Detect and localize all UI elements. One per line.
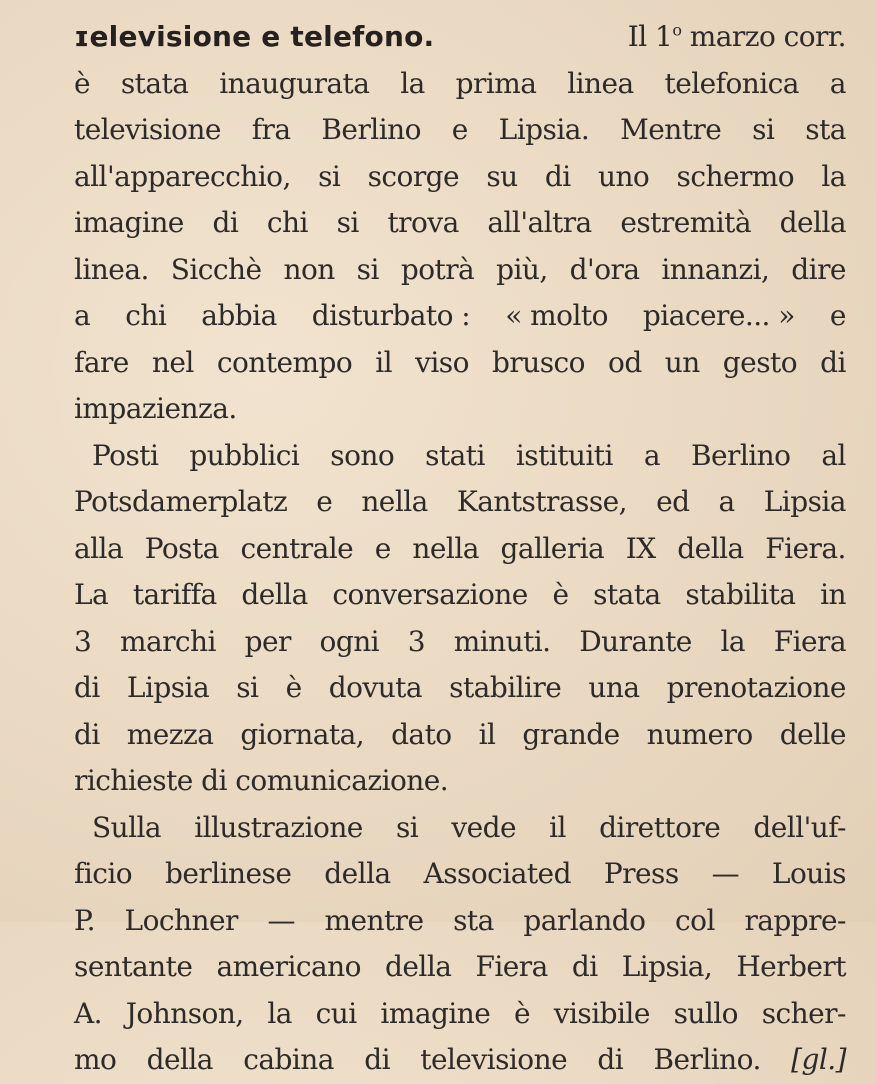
line-2 (74, 61, 846, 108)
word: il (549, 810, 566, 844)
word: di (571, 950, 598, 983)
line-17 (74, 758, 846, 805)
word: mezza (126, 717, 214, 751)
line-1 (74, 14, 846, 61)
line-20 (74, 898, 846, 945)
paragraph-1-end: impazienza. (74, 392, 237, 425)
word: si (752, 113, 775, 146)
word: sono (330, 438, 395, 472)
word: delle (779, 717, 846, 751)
word: innanzi, (661, 252, 770, 286)
word: sullo (673, 996, 738, 1030)
word: Sulla (92, 810, 162, 844)
word: Mentre (620, 113, 722, 146)
word: scorge (367, 159, 460, 193)
line-8 (74, 340, 846, 387)
word: viso (415, 345, 469, 379)
word: televisione (74, 113, 221, 146)
word: si (336, 206, 359, 239)
word: sentante (74, 950, 193, 983)
word: all'apparecchio, (74, 159, 291, 193)
line-9 (74, 386, 846, 433)
word: 3 (407, 624, 426, 658)
word: ficio (74, 857, 133, 890)
word: piacere... » (642, 299, 795, 332)
line-13 (74, 572, 846, 619)
word: a (829, 66, 846, 100)
line-6 (74, 247, 846, 294)
word: la (720, 624, 746, 658)
word: della (385, 950, 452, 983)
word: — (267, 903, 295, 937)
word: e (374, 531, 391, 565)
word: la (400, 66, 425, 100)
article-headline: ɪelevisione e telefono. (74, 20, 435, 53)
word: di (364, 1043, 390, 1076)
word: di (820, 345, 846, 379)
word: trova (387, 206, 459, 239)
word: brusco (492, 345, 585, 379)
word: Press (603, 857, 679, 890)
word: e (316, 485, 333, 518)
word: linea. (74, 252, 149, 286)
word: per (244, 624, 291, 658)
word: non (283, 252, 335, 286)
word: cabina (243, 1043, 334, 1076)
word: Louis (771, 857, 846, 890)
word: fra (251, 113, 291, 146)
word: ogni (319, 624, 380, 658)
word: a (718, 485, 735, 518)
word: Berlino (690, 438, 791, 472)
word: prima (455, 66, 537, 100)
word: numero (646, 717, 753, 751)
word: Fiera. (765, 531, 846, 565)
word: centrale (240, 531, 354, 565)
word: col (675, 903, 715, 937)
word: pubblici (189, 438, 300, 472)
word: prenotazione (666, 671, 846, 704)
word: dovuta (328, 671, 423, 704)
line-12 (74, 526, 846, 573)
word: mentre (324, 903, 424, 937)
word: ed (656, 485, 690, 518)
word: La (74, 578, 109, 611)
word: « molto (505, 299, 608, 332)
word: nella (361, 485, 428, 518)
word: alla (74, 531, 124, 565)
word: galleria (500, 531, 605, 565)
word: Berlino. (653, 1043, 761, 1076)
word: più, (496, 252, 548, 286)
word: Lipsia (763, 485, 846, 518)
line-11 (74, 479, 846, 526)
word: parlando (523, 903, 646, 937)
line-18 (74, 805, 846, 852)
word: Lochner (124, 903, 238, 937)
word: [gl.] (791, 1043, 846, 1076)
word: telefonica (664, 66, 799, 100)
word: si (236, 671, 259, 704)
word: in (820, 578, 846, 611)
word: marchi (119, 624, 216, 658)
word: mo (74, 1043, 117, 1076)
word: della (146, 1043, 213, 1076)
word: di (74, 717, 100, 751)
word: della (241, 578, 308, 611)
word: Lipsia, (621, 950, 713, 983)
word: Kantstrasse, (456, 485, 628, 518)
word: IX (625, 531, 656, 565)
paragraph-2-end: richieste di comunicazione. (74, 764, 449, 797)
line-3 (74, 107, 846, 154)
word: od (608, 345, 642, 379)
word: stabilita (685, 578, 796, 611)
article-text (74, 14, 846, 1084)
word: tariffa (132, 578, 217, 611)
word: inaugurata (219, 66, 370, 100)
word: visibile (553, 996, 650, 1030)
word: dire (791, 252, 846, 286)
word: Posti (92, 438, 159, 472)
word: conversazione (332, 578, 528, 611)
word: nella (412, 531, 479, 565)
word: giornata, (240, 717, 365, 751)
line-4 (74, 154, 846, 201)
line-14 (74, 619, 846, 666)
word: estremità (620, 206, 751, 239)
word: vede (451, 810, 516, 844)
word: d'ora (569, 252, 640, 286)
word: Fiera (773, 624, 846, 658)
word: disturbato : (311, 299, 471, 332)
word: Associated (423, 857, 571, 890)
word: scher- (761, 996, 846, 1030)
word: linea (567, 66, 634, 100)
word: un (664, 345, 700, 379)
line-19 (74, 851, 846, 898)
word: sta (453, 903, 494, 937)
word: — (711, 857, 740, 890)
word: è (513, 996, 531, 1030)
word: Berlino (321, 113, 421, 146)
word: al (821, 438, 846, 472)
word: è (552, 578, 569, 611)
word: 3 (74, 624, 92, 658)
word: Potsdamerplatz (74, 485, 288, 518)
word: è (285, 671, 302, 704)
word: berlinese (164, 857, 292, 890)
word: Lipsia (126, 671, 210, 704)
word: la (267, 996, 292, 1030)
word: a (643, 438, 660, 472)
word: uno (597, 159, 650, 193)
word: Herbert (736, 950, 846, 983)
word: stati (425, 438, 485, 472)
word: della (324, 857, 391, 890)
word: stabilire (449, 671, 562, 704)
word: rappre- (744, 903, 846, 937)
line-21 (74, 944, 846, 991)
word: sta (805, 113, 846, 146)
word: televisione (420, 1043, 568, 1076)
word: minuti. (453, 624, 551, 658)
word: nel (151, 345, 194, 379)
word: potrà (400, 252, 475, 286)
line-1-text: Il 1$^o$ marzo corr. (627, 20, 846, 53)
word: dell'uf- (753, 810, 846, 844)
word: imagine (380, 996, 491, 1030)
word: si (395, 810, 419, 844)
line-15 (74, 665, 846, 712)
word: Durante (579, 624, 692, 658)
word: Johnson, (125, 996, 244, 1030)
word: della (677, 531, 744, 565)
word: di (74, 671, 100, 704)
word: contempo (216, 345, 353, 379)
word: illustrazione (194, 810, 363, 844)
word: A. (74, 996, 103, 1030)
word: di (212, 206, 239, 239)
word: a (74, 299, 91, 332)
word: americano (216, 950, 361, 983)
word: direttore (599, 810, 721, 844)
word: stata (120, 66, 189, 100)
word: di (544, 159, 571, 193)
word: fare (74, 345, 129, 379)
word: Lipsia. (498, 113, 590, 146)
word: all'altra (487, 206, 592, 239)
word: si (356, 252, 379, 286)
word: dato (391, 717, 452, 751)
word: imagine (74, 206, 184, 239)
word: della (779, 206, 846, 239)
word: grande (522, 717, 620, 751)
word: il (478, 717, 496, 751)
word: una (588, 671, 640, 704)
word: si (318, 159, 341, 193)
word: la (821, 159, 846, 193)
word: chi (125, 299, 167, 332)
word: Posta (144, 531, 219, 565)
line-10 (74, 433, 846, 480)
word: P. (74, 903, 95, 937)
word: è (74, 66, 91, 100)
word: Fiera (475, 950, 548, 983)
word: Sicchè (170, 252, 262, 286)
line-16 (74, 712, 846, 759)
word: istituiti (515, 438, 613, 472)
line-22 (74, 991, 846, 1038)
word: chi (266, 206, 308, 239)
word: schermo (676, 159, 795, 193)
word: abbia (201, 299, 277, 332)
word: gesto (722, 345, 798, 379)
line-23 (74, 1037, 846, 1084)
word: su (486, 159, 518, 193)
word: e (451, 113, 468, 146)
word: il (375, 345, 393, 379)
line-7 (74, 293, 846, 340)
word: e (829, 299, 846, 332)
word: stata (593, 578, 661, 611)
word: cui (315, 996, 357, 1030)
line-5 (74, 200, 846, 247)
word: di (597, 1043, 624, 1076)
